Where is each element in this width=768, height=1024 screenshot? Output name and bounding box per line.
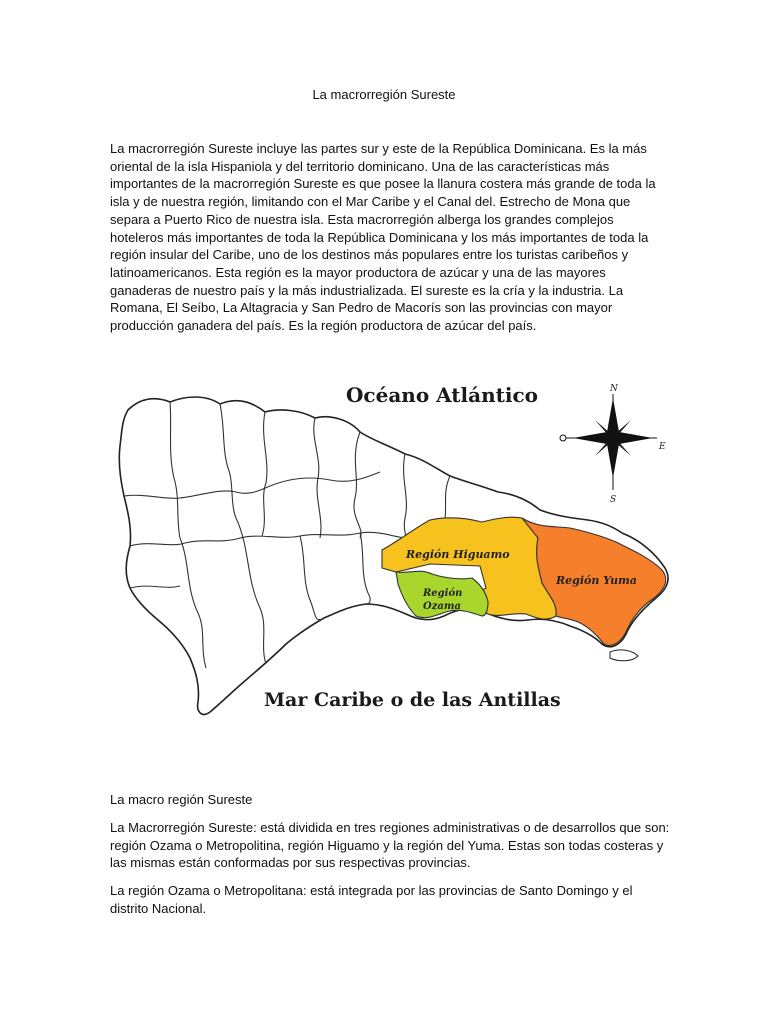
section-subheading: La macro región Sureste (110, 792, 253, 807)
ocean-label: Océano Atlántico (346, 383, 538, 407)
compass-east: E (659, 442, 666, 452)
compass-rose-icon (551, 384, 666, 505)
document-title: La macrorregión Sureste (312, 87, 456, 102)
label-ozama-line1: Región (423, 588, 463, 599)
compass-south: S (610, 495, 617, 505)
compass-north: N (610, 384, 618, 394)
map-svg (110, 368, 673, 754)
region-map (110, 368, 673, 754)
sea-label: Mar Caribe o de las Antillas (264, 689, 561, 711)
label-ozama-line2: Ozama (423, 601, 461, 612)
intro-paragraph: La macrorregión Sureste incluye las partes sur y este de la República Dominicana. Es la más oriental de la isla Hispaniola y del territorio dominicano. Una de las características más importantes de la macrorregión Sureste es que posee la llanura costera más grande de toda la isla y de nuestra región, limitando con el Mar Caribe y el Canal del. Estrecho de Mona que separa a Puerto Rico de nuestra isla. Esta macrorregión alberga los grandes complejos hoteleros más importantes de toda la República Dominicana y los más importantes de toda la región insular del Caribe, uno de los destinos más populares entre los turistas caribeños y latinoamericanos. Esta región es la mayor productora de azúcar y una de las mayores ganaderas de nuestro país y la más industrializada. El sureste es la cría y la industria. La Romana, El Seíbo, La Altagracia y San Pedro de Macorís son las provincias con mayor producción ganadera del país. Es la región productora de azúcar del país. (110, 141, 656, 334)
ozama-paragraph: La región Ozama o Metropolitana: está integrada por las provincias de Santo Domingo y el distrito Nacional. (110, 883, 633, 916)
label-yuma: Región Yuma (556, 574, 637, 587)
label-higuamo: Región Higuamo (406, 548, 510, 561)
division-paragraph: La Macrorregión Sureste: está dividida en tres regiones administrativas o de desarrollos que son: región Ozama o Metropolitina, región Higuamo y la región del Yuma. Estas son todas costeras y las mismas están conformadas por sus respectivas provincias. (110, 820, 670, 871)
saona-island (610, 650, 638, 661)
